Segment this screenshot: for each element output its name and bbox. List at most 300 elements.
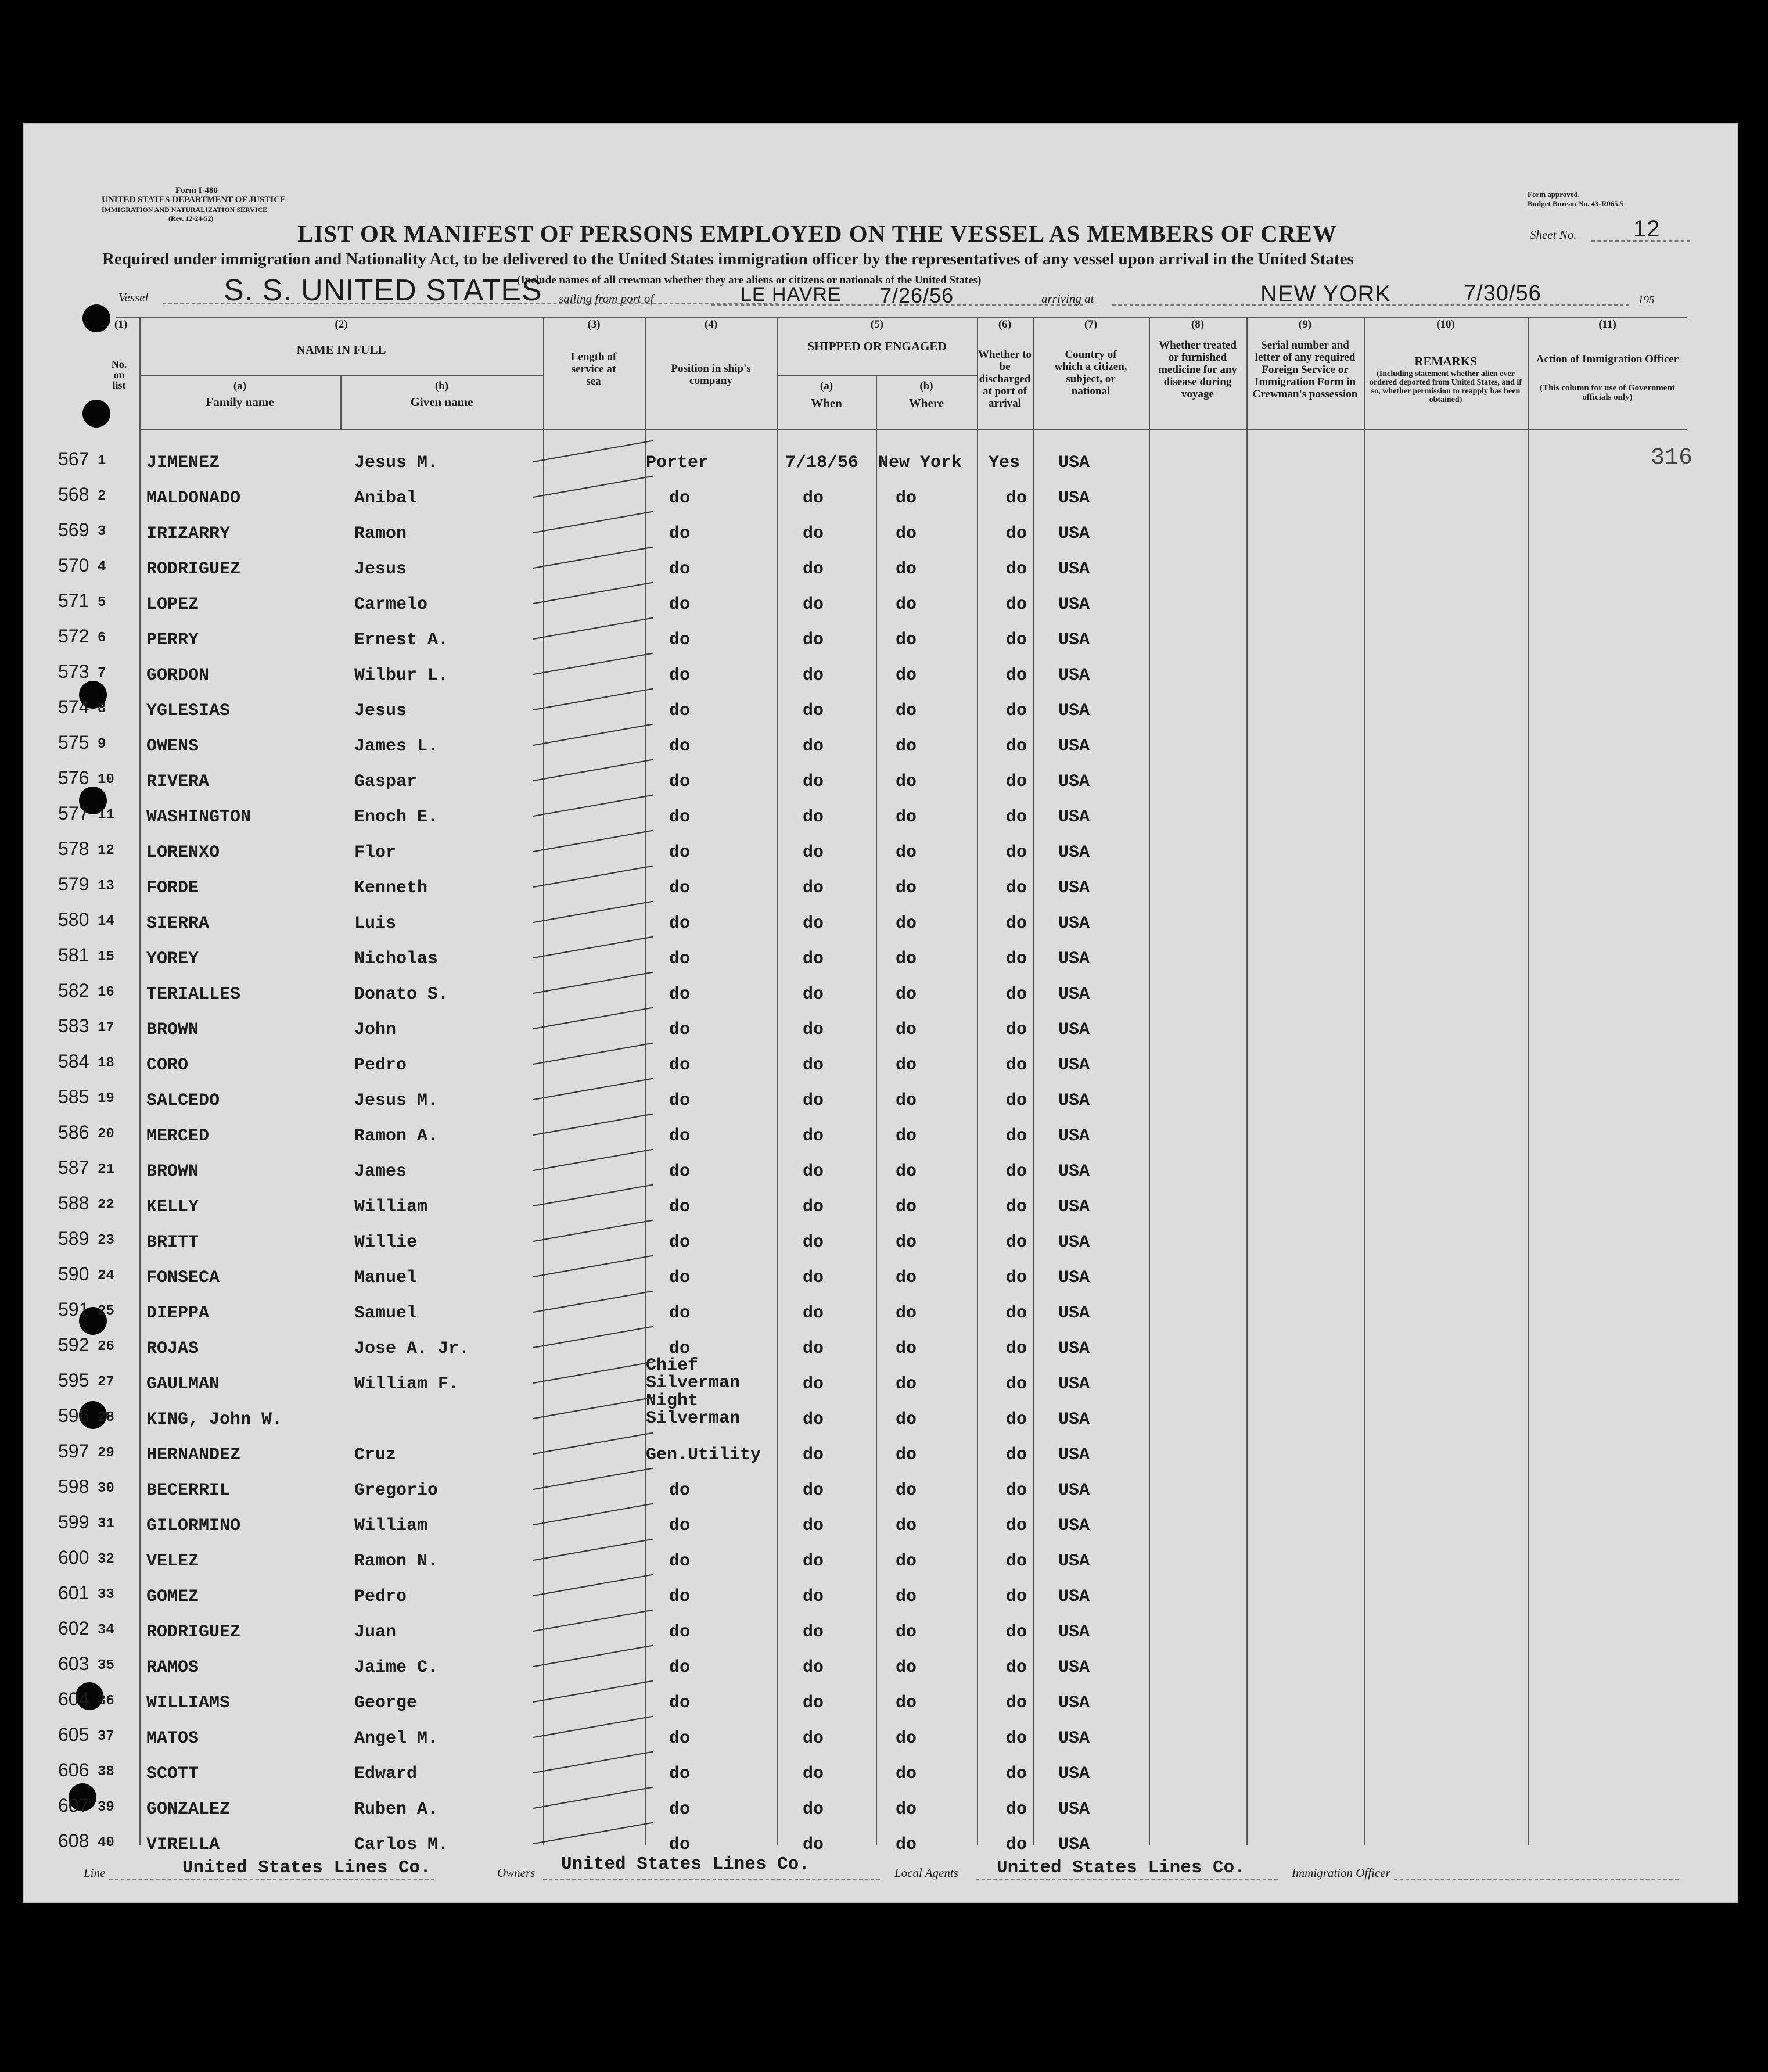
discharged-cell: do (1006, 1197, 1027, 1217)
discharged-cell: do (1006, 666, 1027, 685)
col-3-number: (3) (587, 318, 601, 331)
position-cell: do (669, 1020, 691, 1040)
shipped-where-cell: do (896, 1729, 917, 1748)
col-2b-header: Given name (410, 395, 473, 409)
shipped-when-cell: do (803, 985, 824, 1004)
given-name-cell: Gaspar (354, 772, 418, 792)
shipped-when-cell: do (803, 1091, 824, 1111)
shipped-where-cell: do (896, 1233, 917, 1252)
department-label: UNITED STATES DEPARTMENT OF JUSTICE (102, 195, 286, 204)
position-cell: do (669, 843, 691, 863)
list-number: 31 (98, 1516, 114, 1532)
discharged-cell: do (1006, 878, 1027, 898)
shipped-where-cell: do (896, 666, 917, 685)
position-cell: do (669, 985, 691, 1004)
shipped-when-cell: do (803, 1126, 824, 1146)
position-cell: do (669, 1729, 691, 1748)
shipped-when-cell: do (803, 1303, 824, 1323)
discharged-cell: do (1006, 524, 1027, 544)
col-2-number: (2) (335, 318, 348, 331)
tally-number: 581 (58, 945, 89, 965)
tally-number: 602 (58, 1618, 89, 1639)
col-10-header: REMARKS (1414, 354, 1477, 368)
shipped-when-cell: do (803, 1481, 824, 1500)
shipped-when-cell: do (803, 1658, 824, 1678)
discharged-cell: do (1006, 1552, 1027, 1571)
given-name-cell: William (354, 1197, 428, 1217)
country-cell: USA (1058, 595, 1090, 615)
discharged-cell: do (1006, 1622, 1027, 1642)
discharged-cell: do (1006, 1268, 1027, 1288)
position-cell: do (669, 630, 691, 650)
col-5a-header: When (811, 396, 842, 410)
family-name-cell: KING, John W. (146, 1410, 283, 1430)
discharged-cell: do (1006, 1800, 1027, 1819)
sheet-label: Sheet No. (1530, 228, 1577, 242)
discharged-cell: do (1006, 489, 1027, 508)
discharged-cell: do (1006, 1658, 1027, 1678)
family-name-cell: WASHINGTON (146, 807, 251, 827)
family-name-cell: BROWN (146, 1020, 199, 1040)
country-cell: USA (1058, 1658, 1090, 1678)
discharged-cell: do (1006, 1162, 1027, 1182)
country-cell: USA (1058, 985, 1090, 1004)
country-cell: USA (1058, 737, 1090, 756)
country-cell: USA (1058, 1020, 1090, 1040)
given-name-cell: James L. (354, 737, 439, 756)
shipped-where-cell: do (896, 1268, 917, 1288)
given-name-cell: Jesus M. (354, 1091, 439, 1111)
list-number: 23 (98, 1233, 114, 1248)
col-4-header: Position in ship's company (671, 362, 751, 387)
family-name-cell: MERCED (146, 1126, 210, 1146)
tally-number: 603 (58, 1653, 89, 1674)
shipped-where-cell: do (896, 489, 917, 508)
given-name-cell: Manuel (354, 1268, 418, 1288)
family-name-cell: RAMOS (146, 1658, 199, 1678)
list-number: 14 (98, 914, 114, 929)
shipped-where-cell: do (896, 1055, 917, 1075)
shipped-where-cell: do (896, 1658, 917, 1678)
shipped-when-cell: do (803, 1020, 824, 1040)
position-cell: do (669, 949, 691, 969)
position-cell: do (669, 772, 691, 792)
list-number: 21 (98, 1162, 114, 1177)
given-name-cell: Wilbur L. (354, 666, 449, 685)
discharged-cell: do (1006, 1729, 1027, 1748)
shipped-where-cell: do (896, 1587, 917, 1607)
family-name-cell: GOMEZ (146, 1587, 199, 1607)
family-name-cell: CORO (146, 1055, 189, 1075)
family-name-cell: RIVERA (146, 772, 210, 792)
position-cell: do (669, 1268, 691, 1288)
family-name-cell: VIRELLA (146, 1835, 220, 1855)
line-value: United States Lines Co. (182, 1858, 431, 1878)
list-number: 37 (98, 1729, 114, 1744)
shipped-when-cell: do (803, 1800, 824, 1819)
tally-number: 595 (58, 1370, 89, 1391)
given-name-cell: Anibal (354, 489, 418, 508)
shipped-where-cell: do (896, 1410, 917, 1430)
arriving-label: arriving at (1041, 292, 1094, 306)
list-number: 29 (98, 1445, 114, 1461)
arriving-date: 7/30/56 (1464, 281, 1541, 306)
list-number: 35 (98, 1658, 114, 1674)
tally-number: 574 (58, 696, 89, 717)
family-name-cell: OWENS (146, 737, 199, 756)
given-name-cell: Pedro (354, 1055, 407, 1075)
family-name-cell: VELEZ (146, 1552, 199, 1571)
tally-number: 597 (58, 1441, 89, 1461)
list-number: 2 (98, 489, 106, 504)
list-number: 9 (98, 737, 106, 752)
position-cell: do (669, 1587, 691, 1607)
tally-number: 583 (58, 1015, 89, 1036)
given-name-cell: Nicholas (354, 949, 439, 969)
position-cell: do (669, 701, 691, 721)
position-cell: Porter (646, 453, 709, 473)
agents-value: United States Lines Co. (997, 1858, 1245, 1878)
col-2-header: NAME IN FULL (296, 343, 386, 357)
shipped-where-cell: do (896, 914, 917, 933)
shipped-when-cell: do (803, 737, 824, 756)
shipped-where-cell: do (896, 878, 917, 898)
shipped-when-cell: do (803, 1693, 824, 1713)
shipped-where-cell: do (896, 559, 917, 579)
position-cell: do (669, 1303, 691, 1323)
shipped-when-cell: do (803, 1197, 824, 1217)
col-6-number: (6) (998, 318, 1012, 331)
revision-label: (Rev. 12-24-52) (168, 214, 214, 222)
list-number: 15 (98, 949, 114, 965)
family-name-cell: RODRIGUEZ (146, 559, 241, 579)
country-cell: USA (1058, 914, 1090, 933)
tally-number: 599 (58, 1511, 89, 1532)
tally-number: 582 (58, 980, 89, 1001)
tally-number: 587 (58, 1157, 89, 1178)
position-cell: do (669, 595, 691, 615)
tally-number: 604 (58, 1689, 89, 1710)
form-approved-label: Form approved. (1528, 190, 1580, 199)
sailing-date: 7/26/56 (880, 283, 954, 307)
form-number: Form I-480 (175, 186, 218, 195)
position-cell: do (669, 914, 691, 933)
shipped-where-cell: do (896, 985, 917, 1004)
family-name-cell: WILLIAMS (146, 1693, 231, 1713)
tally-number: 591 (58, 1299, 89, 1320)
shipped-where-cell: New York (878, 453, 962, 473)
shipped-when-cell: do (803, 559, 824, 579)
given-name-cell: Juan (354, 1622, 397, 1642)
shipped-when-cell: do (803, 524, 824, 544)
tally-number: 590 (58, 1263, 89, 1284)
shipped-where-cell: do (896, 1197, 917, 1217)
family-name-cell: ROJAS (146, 1339, 199, 1359)
discharged-cell: do (1006, 1091, 1027, 1111)
shipped-when-cell: do (803, 701, 824, 721)
position-cell: do (669, 1622, 691, 1642)
given-name-cell: James (354, 1162, 407, 1182)
discharged-cell: do (1006, 1339, 1027, 1359)
given-name-cell: Ruben A. (354, 1800, 439, 1819)
shipped-where-cell: do (896, 1800, 917, 1819)
punch-hole (82, 304, 110, 332)
list-number: 28 (98, 1410, 114, 1425)
country-cell: USA (1058, 1835, 1090, 1855)
shipped-when-cell: do (803, 1055, 824, 1075)
discharged-cell: do (1006, 949, 1027, 969)
discharged-cell: do (1006, 1835, 1027, 1855)
col-11-header: Action of Immigration Officer (1536, 353, 1679, 365)
shipped-when-cell: do (803, 1729, 824, 1748)
discharged-cell: do (1006, 1587, 1027, 1607)
discharged-cell: do (1006, 985, 1027, 1004)
required-statement: Required under immigration and Nationality Act, to be delivered to the United States immigration officer by the representatives of any vessel upon arrival in the United States (102, 250, 1354, 268)
position-cell: do (669, 1091, 691, 1111)
discharged-cell: do (1006, 1233, 1027, 1252)
shipped-where-cell: do (896, 1162, 917, 1182)
shipped-when-cell: do (803, 1552, 824, 1571)
position-cell: do (669, 1552, 691, 1571)
tally-number: 600 (58, 1547, 89, 1568)
position-cell: do (669, 559, 691, 579)
line-label: Line (84, 1866, 106, 1880)
col-8-number: (8) (1191, 318, 1205, 331)
tally-number: 571 (58, 590, 89, 611)
shipped-where-cell: do (896, 1374, 917, 1394)
tally-number: 578 (58, 838, 89, 859)
shipped-where-cell: do (896, 1552, 917, 1571)
country-cell: USA (1058, 1481, 1090, 1500)
family-name-cell: HERNANDEZ (146, 1445, 241, 1465)
country-cell: USA (1058, 559, 1090, 579)
col-6-header: Whether to be discharged at port of arrival (978, 349, 1032, 410)
country-cell: USA (1058, 1587, 1090, 1607)
tally-number: 573 (58, 661, 89, 682)
list-number: 27 (98, 1374, 114, 1390)
given-name-cell: Jesus M. (354, 453, 439, 473)
list-number: 10 (98, 772, 114, 788)
vessel-label: Vessel (118, 290, 149, 304)
family-name-cell: RODRIGUEZ (146, 1622, 241, 1642)
family-name-cell: SALCEDO (146, 1091, 220, 1111)
shipped-when-cell: do (803, 1622, 824, 1642)
position-cell: do (669, 1233, 691, 1252)
position-cell: do (669, 1516, 691, 1536)
list-number: 19 (98, 1091, 114, 1107)
discharged-cell: do (1006, 843, 1027, 863)
discharged-cell: do (1006, 1410, 1027, 1430)
discharged-cell: do (1006, 1445, 1027, 1465)
list-number: 5 (98, 595, 106, 611)
tally-number: 589 (58, 1228, 89, 1249)
tally-number: 605 (58, 1724, 89, 1745)
tally-number: 601 (58, 1582, 89, 1603)
tally-number: 580 (58, 909, 89, 930)
service-label: IMMIGRATION AND NATURALIZATION SERVICE (102, 206, 268, 214)
col-7-header: Country of which a citizen, subject, or national (1054, 349, 1127, 397)
given-name-cell: Jose A. Jr. (354, 1339, 470, 1359)
col-2a-header: Family name (206, 395, 274, 409)
shipped-when-cell: do (803, 1410, 824, 1430)
country-cell: USA (1058, 1729, 1090, 1748)
given-name-cell: Luis (354, 914, 397, 933)
col-3-header: Length of service at sea (570, 351, 617, 387)
list-number: 18 (98, 1055, 114, 1071)
list-number: 36 (98, 1693, 114, 1709)
family-name-cell: MATOS (146, 1729, 199, 1748)
position-cell: do (669, 1658, 691, 1678)
tally-number: 608 (58, 1830, 89, 1851)
budget-bureau-label: Budget Bureau No. 43-R065.5 (1528, 199, 1624, 208)
family-name-cell: LOPEZ (146, 595, 199, 615)
given-name-cell: Jesus (354, 701, 407, 721)
shipped-where-cell: do (896, 807, 917, 827)
col-4-number: (4) (704, 318, 718, 331)
position-cell: do (669, 489, 691, 508)
position-cell: Night Silverman (646, 1391, 741, 1428)
shipped-when-cell: do (803, 1162, 824, 1182)
shipped-when-cell: do (803, 878, 824, 898)
discharged-cell: do (1006, 1764, 1027, 1784)
shipped-where-cell: do (896, 737, 917, 756)
tally-number: 569 (58, 519, 89, 540)
shipped-where-cell: do (896, 1020, 917, 1040)
list-number: 12 (98, 843, 114, 859)
list-number: 33 (98, 1587, 114, 1603)
discharged-cell: do (1006, 559, 1027, 579)
given-name-cell: John (354, 1020, 397, 1040)
tally-number: 576 (58, 767, 89, 788)
list-number: 6 (98, 630, 106, 646)
country-cell: USA (1058, 1693, 1090, 1713)
shipped-where-cell: do (896, 1516, 917, 1536)
tally-number: 606 (58, 1759, 89, 1780)
country-cell: USA (1058, 949, 1090, 969)
shipped-when-cell: 7/18/56 (785, 453, 859, 473)
shipped-when-cell: do (803, 1835, 824, 1855)
tally-number: 577 (58, 803, 89, 824)
country-cell: USA (1058, 772, 1090, 792)
position-cell: do (669, 807, 691, 827)
position-cell: do (669, 1126, 691, 1146)
shipped-when-cell: do (803, 772, 824, 792)
country-cell: USA (1058, 666, 1090, 685)
immigration-officer-label: Immigration Officer (1292, 1866, 1390, 1880)
family-name-cell: GONZALEZ (146, 1800, 231, 1819)
country-cell: USA (1058, 1339, 1090, 1359)
country-cell: USA (1058, 1516, 1090, 1536)
discharged-cell: do (1006, 914, 1027, 933)
list-number: 40 (98, 1835, 114, 1851)
given-name-cell: Cruz (354, 1445, 397, 1465)
shipped-when-cell: do (803, 1587, 824, 1607)
country-cell: USA (1058, 630, 1090, 650)
include-note: (Include names of all crewman whether they are aliens or citizens or nationals of the United States) (517, 274, 982, 286)
col-5-number: (5) (870, 318, 884, 331)
position-cell: do (669, 737, 691, 756)
shipped-where-cell: do (896, 949, 917, 969)
country-cell: USA (1058, 1268, 1090, 1288)
list-number: 8 (98, 701, 106, 717)
family-name-cell: GORDON (146, 666, 210, 685)
list-number: 11 (98, 807, 114, 823)
position-cell: do (669, 1162, 691, 1182)
col-7-number: (7) (1084, 318, 1098, 331)
owners-label: Owners (497, 1866, 536, 1880)
tally-number: 607 (58, 1795, 89, 1816)
given-name-cell: Angel M. (354, 1729, 439, 1748)
list-number: 30 (98, 1481, 114, 1496)
country-cell: USA (1058, 1303, 1090, 1323)
shipped-when-cell: do (803, 949, 824, 969)
family-name-cell: BROWN (146, 1162, 199, 1182)
discharged-cell: do (1006, 1126, 1027, 1146)
shipped-when-cell: do (803, 843, 824, 863)
shipped-where-cell: do (896, 701, 917, 721)
family-name-cell: DIEPPA (146, 1303, 210, 1323)
list-number: 38 (98, 1764, 114, 1780)
shipped-where-cell: do (896, 630, 917, 650)
agents-label: Local Agents (894, 1866, 958, 1880)
country-cell: USA (1058, 701, 1090, 721)
shipped-where-cell: do (896, 1445, 917, 1465)
position-cell: do (669, 1055, 691, 1075)
shipped-where-cell: do (896, 1835, 917, 1855)
family-name-cell: JIMENEZ (146, 453, 220, 473)
col-1-number: (1) (114, 318, 128, 331)
shipped-when-cell: do (803, 1233, 824, 1252)
country-cell: USA (1058, 489, 1090, 508)
shipped-where-cell: do (896, 595, 917, 615)
discharged-cell: do (1006, 1303, 1027, 1323)
col-1-header: No. on list (111, 358, 127, 391)
shipped-when-cell: do (803, 1268, 824, 1288)
year-suffix: 195 (1638, 294, 1655, 306)
discharged-cell: do (1006, 772, 1027, 792)
shipped-where-cell: do (896, 1481, 917, 1500)
position-cell: Gen.Utility (646, 1445, 761, 1465)
given-name-cell: Edward (354, 1764, 418, 1784)
discharged-cell: do (1006, 1516, 1027, 1536)
position-cell: do (669, 1197, 691, 1217)
list-number: 4 (98, 559, 106, 575)
shipped-when-cell: do (803, 489, 824, 508)
country-cell: USA (1058, 1233, 1090, 1252)
col-5b-header: Where (908, 396, 944, 410)
position-cell: do (669, 524, 691, 544)
list-number: 3 (98, 524, 106, 540)
country-cell: USA (1058, 1800, 1090, 1819)
given-name-cell: Kenneth (354, 878, 428, 898)
family-name-cell: PERRY (146, 630, 199, 650)
shipped-where-cell: do (896, 1622, 917, 1642)
country-cell: USA (1058, 1126, 1090, 1146)
given-name-cell: Ramon N. (354, 1552, 439, 1571)
sailing-label: sailing from port of (559, 292, 654, 306)
tally-number: 575 (58, 732, 89, 753)
position-cell: do (669, 1764, 691, 1784)
country-cell: USA (1058, 1622, 1090, 1642)
given-name-cell: Samuel (354, 1303, 418, 1323)
col-2a-letter: (a) (233, 380, 247, 392)
position-cell: Chief Silverman (646, 1356, 741, 1393)
punch-hole (82, 400, 110, 428)
given-name-cell: Donato S. (354, 985, 449, 1004)
given-name-cell: Carlos M. (354, 1835, 449, 1855)
discharged-cell: do (1006, 1481, 1027, 1500)
shipped-where-cell: do (896, 772, 917, 792)
